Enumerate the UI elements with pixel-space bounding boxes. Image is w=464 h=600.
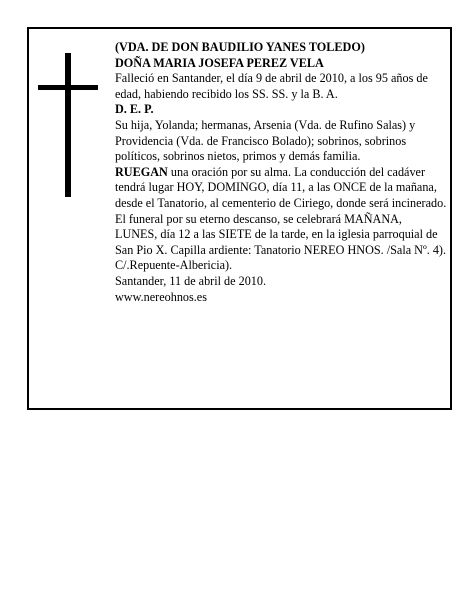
family-list: Su hija, Yolanda; hermanas, Arsenia (Vda. de Rufino Salas) y Providencia (Vda. de Francisco Bolado); sobrinos, sobrinos políticos, sobrinos nietos, primos y demás familia.: [115, 117, 416, 164]
cross-horizontal-bar: [38, 85, 98, 90]
cross-icon: [38, 53, 98, 197]
cross-vertical-bar: [65, 53, 71, 197]
notice-text-block: [115, 40, 447, 305]
deceased-name: DOÑA MARIA JOSEFA PEREZ VELA: [115, 55, 324, 70]
date-line: Santander, 11 de abril de 2010.: [115, 273, 267, 288]
ruegan-word: RUEGAN: [115, 164, 168, 179]
death-info: Falleció en Santander, el día 9 de abril de 2010, a los 95 años de edad, habiendo recibido los SS. SS. y la B. A.: [115, 71, 428, 101]
rip-line: D. E. P.: [115, 102, 154, 117]
widow-line: (VDA. DE DON BAUDILIO YANES TOLEDO): [115, 40, 365, 54]
ruegan-paragraph: [115, 165, 447, 274]
ruegan-text: una oración por su alma. La conducción del cadáver tendrá lugar HOY, DOMINGO, día 11, a las ONCE de la mañana, desde el Tanatorio, al cementerio de Ciriego, donde será incinerado. El funeral por su eterno descanso, se celebrará MAÑANA, LUNES, día 12 a las SIETE de la tarde, en la iglesia parroquial de San Pio X. Capilla ardiente: Tanatorio NEREO HNOS. /Sala Nº. 4). C/.Repuente-Albericia).: [115, 164, 447, 273]
website-text: www.nereohnos.es: [115, 289, 207, 304]
